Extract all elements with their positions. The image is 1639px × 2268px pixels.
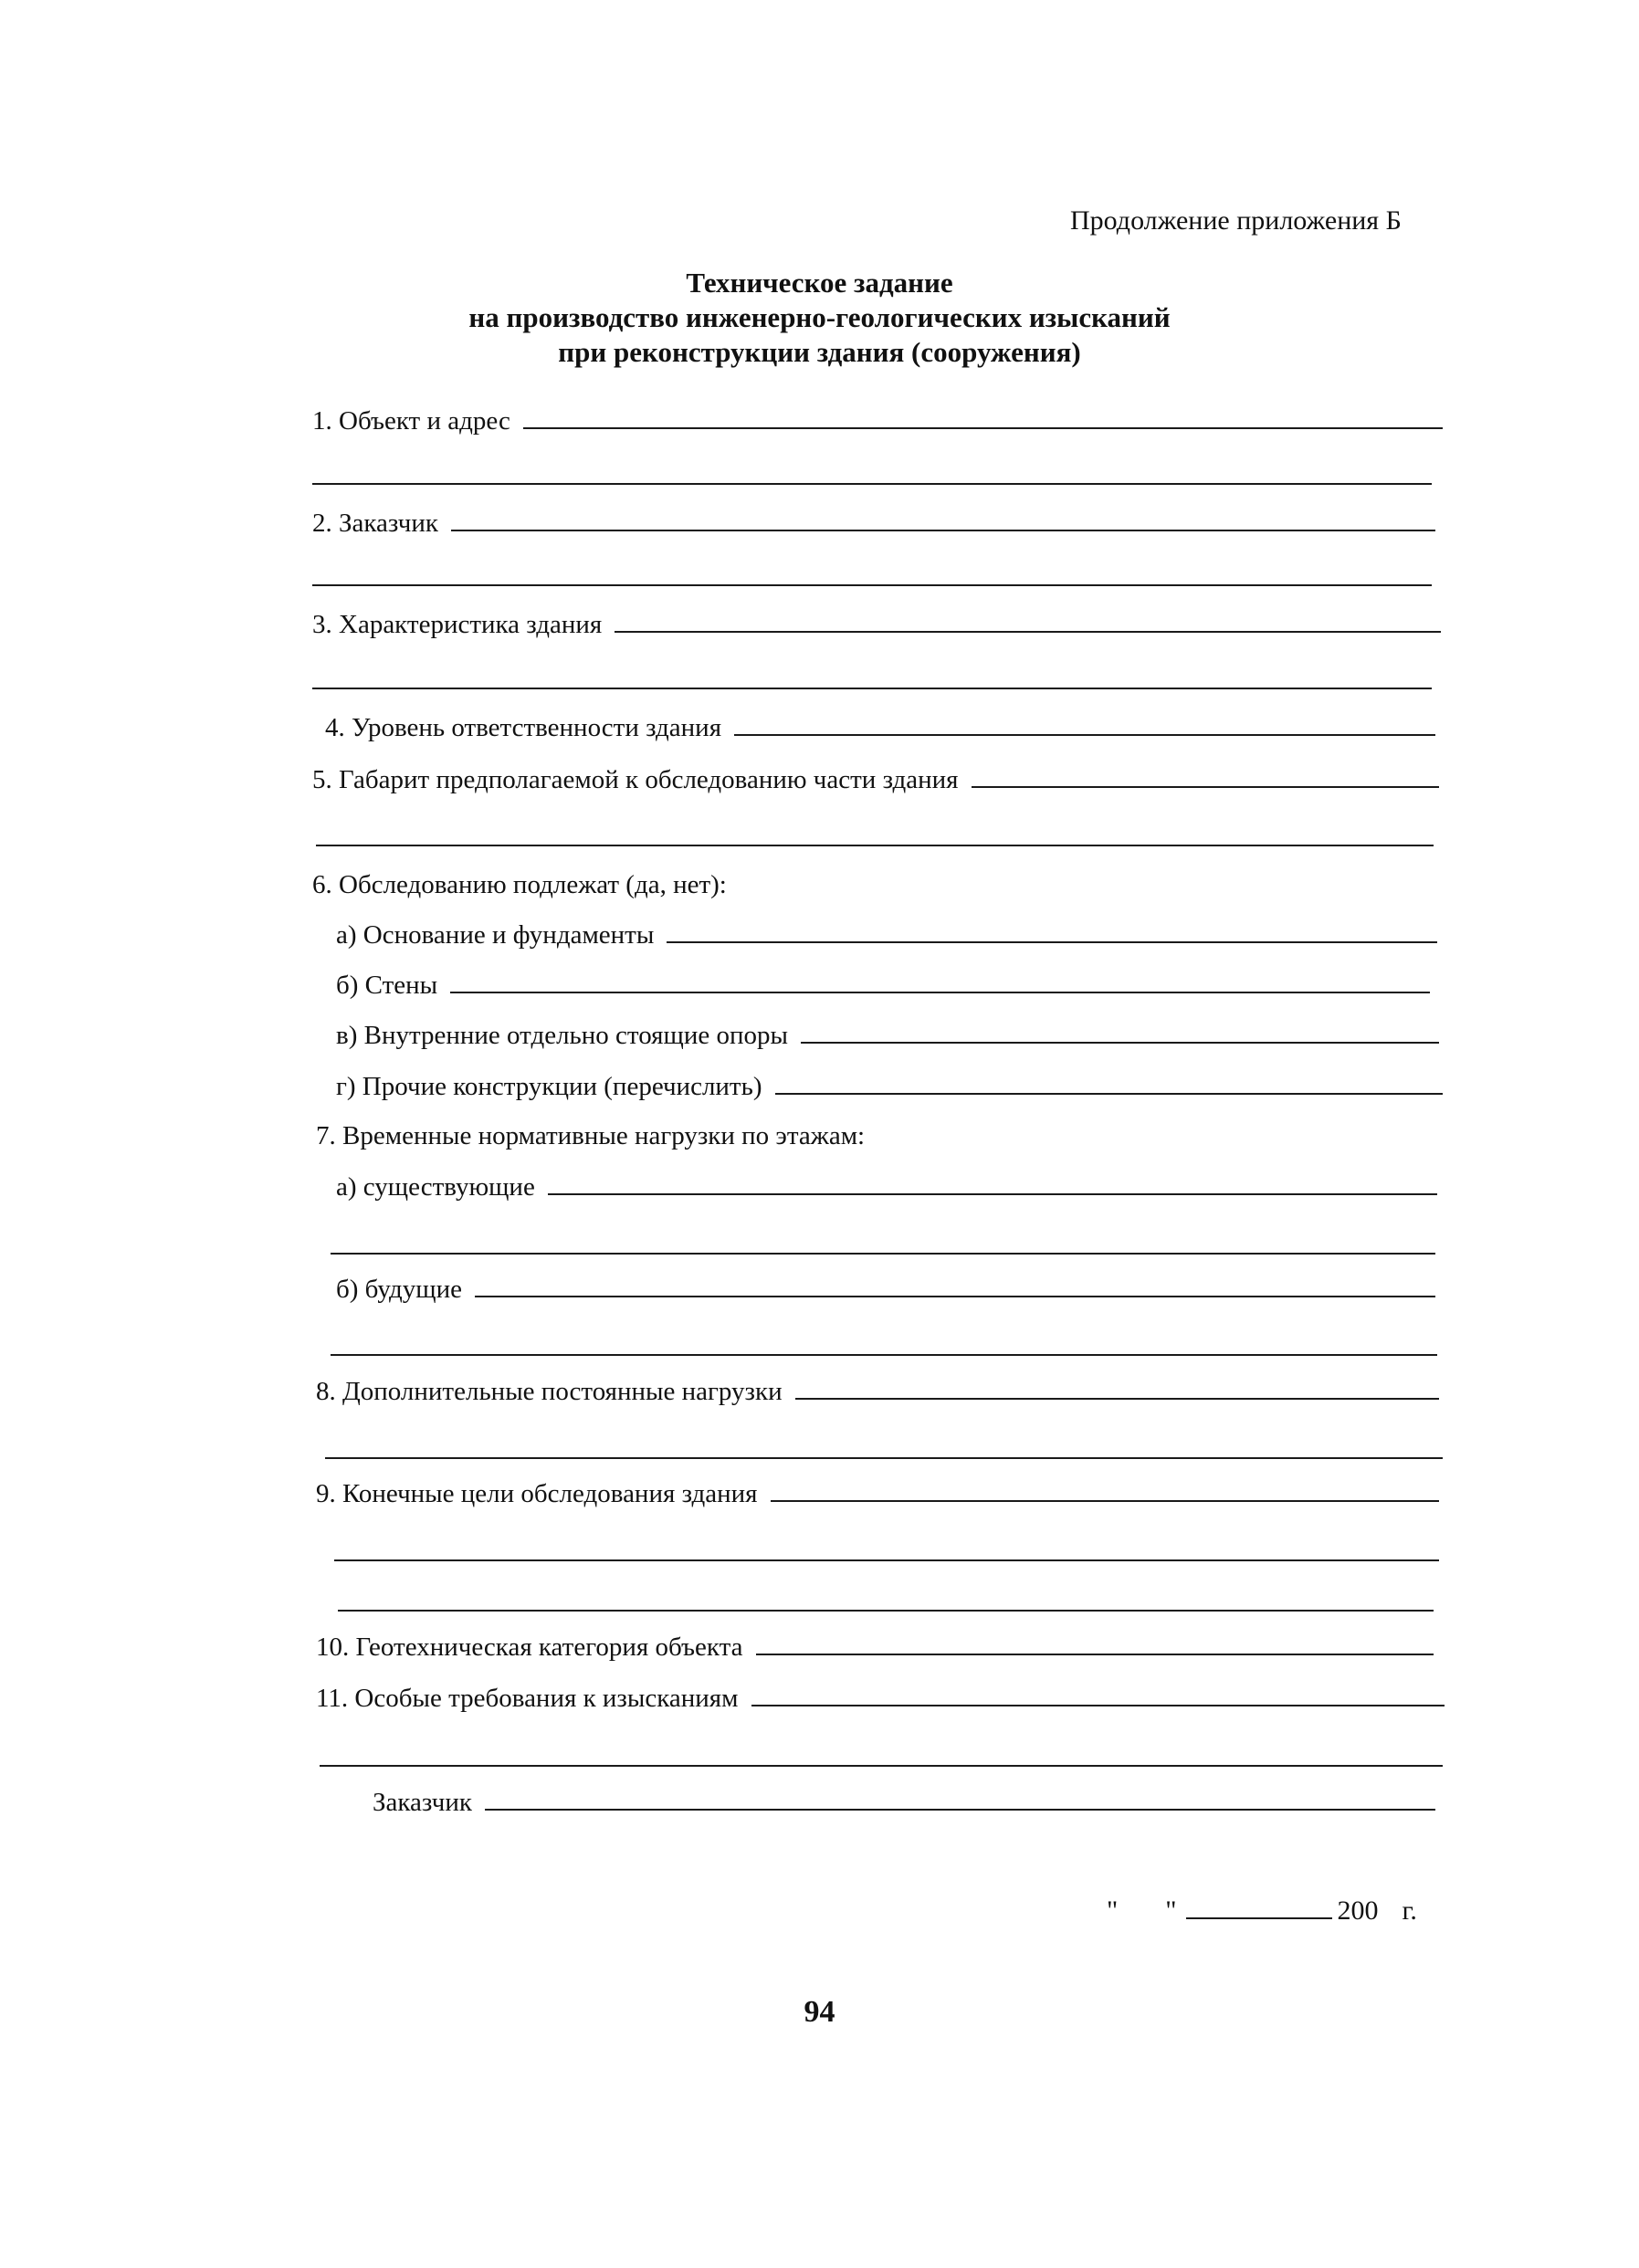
field-other-structures <box>336 1072 1443 1102</box>
field-label: 4. Уровень ответственности здания <box>325 713 722 742</box>
field-additional-loads <box>316 1377 1439 1407</box>
fill-line <box>312 584 1432 586</box>
fill-line <box>331 1354 1437 1356</box>
field-customer <box>312 509 1435 539</box>
field-object-address <box>312 406 1443 436</box>
field-responsibility-level <box>325 713 1435 743</box>
field-label: а) существующие <box>336 1172 535 1202</box>
field-label: б) Стены <box>336 971 438 1000</box>
fill-line <box>771 1480 1440 1502</box>
doc-title-line1: Техническое задание <box>686 267 953 299</box>
field-label: в) Внутренние отдельно стоящие опоры <box>336 1021 788 1050</box>
fill-line <box>615 611 1441 633</box>
field-survey-goals <box>316 1479 1439 1509</box>
fill-line <box>548 1173 1437 1195</box>
field-future-loads <box>336 1275 1435 1305</box>
field-walls <box>336 971 1430 1001</box>
date-month-blank <box>1186 1897 1332 1919</box>
field-building-characteristics <box>312 610 1441 640</box>
fill-line <box>450 971 1430 993</box>
page-number: 94 <box>804 1995 835 2029</box>
fill-line <box>972 766 1439 788</box>
field-label: 5. Габарит предполагаемой к обследованию части здания <box>312 765 959 794</box>
field-foundations <box>336 920 1437 950</box>
fill-line <box>485 1789 1435 1811</box>
fill-line <box>451 509 1435 531</box>
date-quote-open: " <box>1107 1895 1119 1926</box>
field-special-requirements <box>316 1684 1445 1714</box>
doc-title-line3: при реконструкции здания (сооружения) <box>558 336 1081 368</box>
field-inspection-scope: 6. Обследованию подлежат (да, нет): <box>312 870 727 899</box>
field-geotechnical-category <box>316 1633 1434 1663</box>
fill-line <box>734 714 1435 736</box>
fill-line <box>751 1685 1445 1706</box>
fill-line <box>338 1610 1434 1612</box>
field-label: 1. Объект и адрес <box>312 406 510 436</box>
field-temporary-loads: 7. Временные нормативные нагрузки по этажам: <box>316 1121 866 1150</box>
field-label: 11. Особые требования к изысканиям <box>316 1684 739 1713</box>
fill-line <box>316 845 1434 846</box>
fill-line <box>801 1022 1439 1044</box>
fill-line <box>325 1457 1443 1459</box>
field-label: 10. Геотехническая категория объекта <box>316 1633 743 1662</box>
doc-title-line2: на производство инженерно-геологических изысканий <box>468 301 1171 333</box>
fill-line <box>312 688 1432 689</box>
fill-line <box>331 1253 1435 1255</box>
date-year: 200 <box>1337 1895 1379 1926</box>
fill-line <box>334 1559 1439 1561</box>
field-label: 3. Характеристика здания <box>312 610 603 639</box>
field-label: а) Основание и фундаменты <box>336 920 655 950</box>
field-label: 2. Заказчик <box>312 509 438 538</box>
customer-signature <box>373 1788 1435 1818</box>
field-label: 9. Конечные цели обследования здания <box>316 1479 758 1508</box>
field-label: Заказчик <box>373 1788 472 1817</box>
field-internal-supports <box>336 1021 1439 1051</box>
fill-line <box>756 1633 1434 1655</box>
fill-line <box>667 921 1437 943</box>
fill-line <box>320 1765 1443 1767</box>
date-quote-close: " <box>1165 1895 1177 1926</box>
field-label: б) будущие <box>336 1275 462 1304</box>
date-year-suffix: г. <box>1402 1895 1417 1926</box>
field-label: г) Прочие конструкции (перечислить) <box>336 1072 762 1101</box>
field-existing-loads <box>336 1172 1437 1202</box>
field-label: 8. Дополнительные постоянные нагрузки <box>316 1377 783 1406</box>
fill-line <box>523 407 1443 429</box>
fill-line <box>775 1073 1444 1095</box>
fill-line <box>312 483 1432 485</box>
fill-line <box>795 1378 1439 1400</box>
date-line <box>1107 1895 1417 1927</box>
field-survey-dimensions <box>312 765 1439 795</box>
appendix-header: Продолжение приложения Б <box>1070 205 1402 236</box>
fill-line <box>475 1276 1435 1297</box>
